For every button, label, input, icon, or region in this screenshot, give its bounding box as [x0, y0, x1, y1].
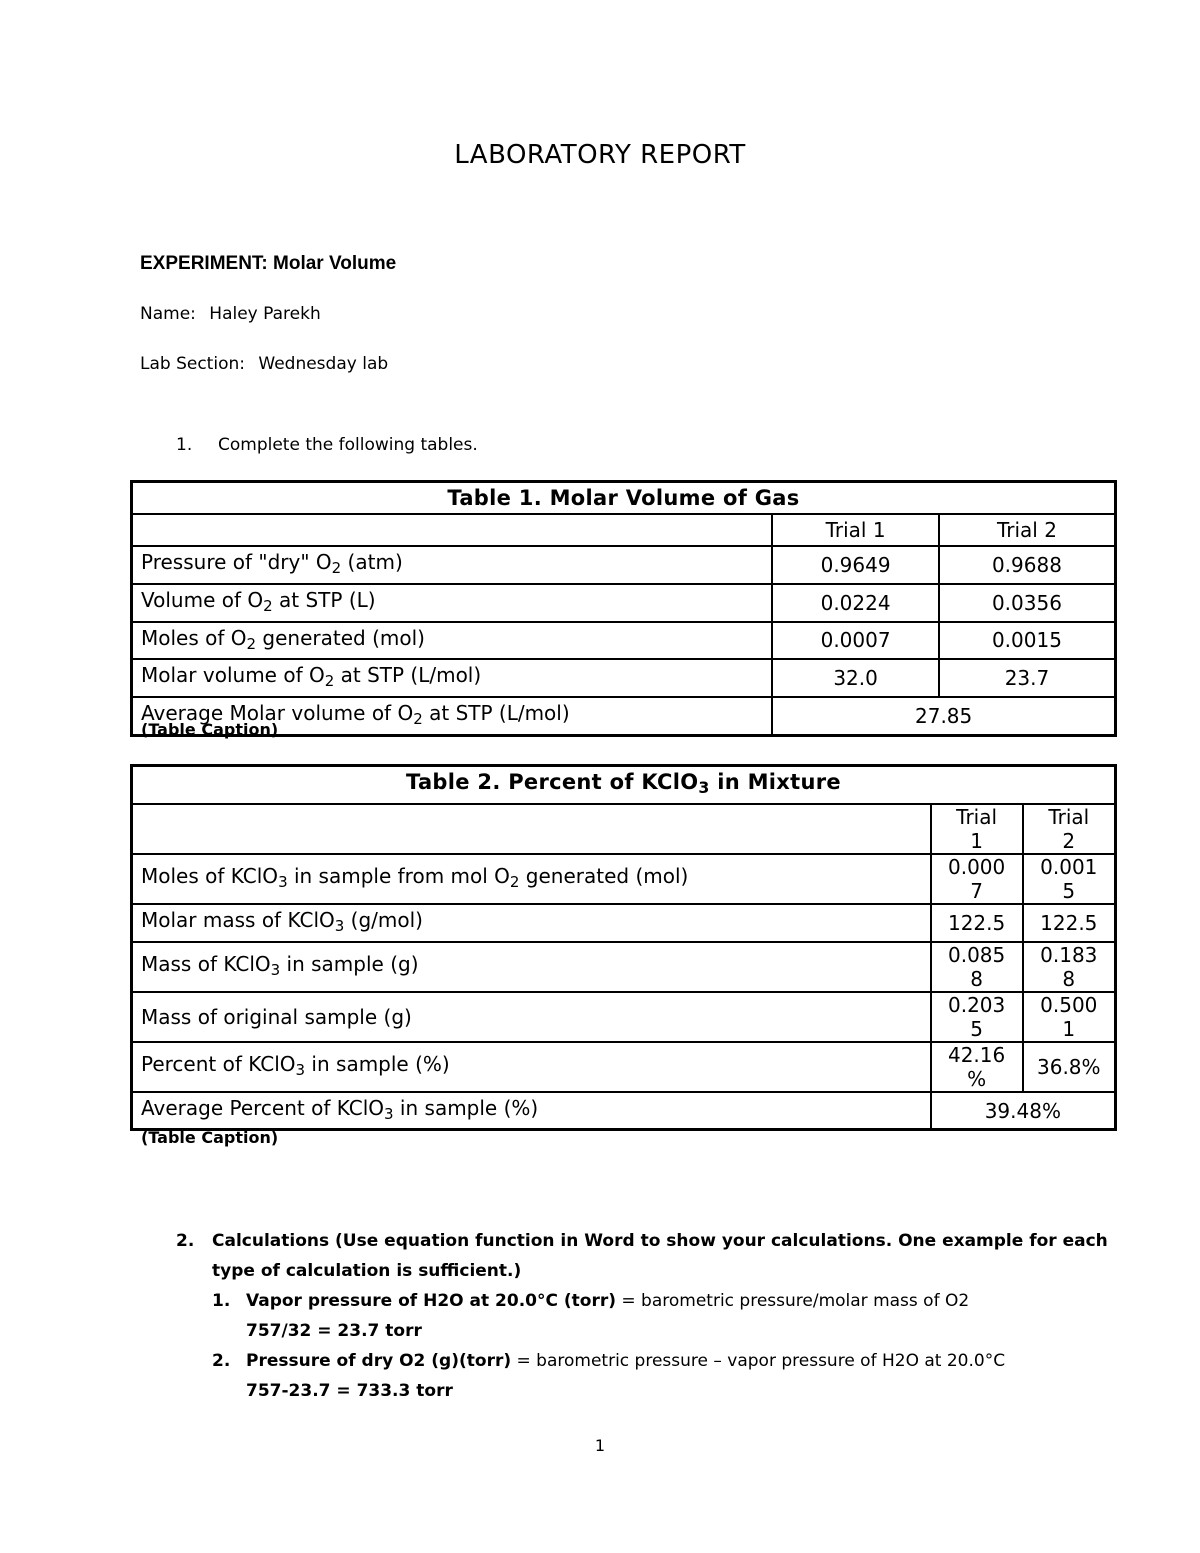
table-cell-label: Mass of original sample (g) [132, 992, 931, 1042]
table-row [132, 1042, 1116, 1092]
table-molar-volume [130, 480, 1117, 737]
table-row [132, 482, 1116, 515]
table-cell: 0.0356 [939, 584, 1116, 622]
question-1 [176, 435, 478, 455]
table-row [132, 584, 1116, 622]
table-row [132, 622, 1116, 660]
table-cell: 32.0 [772, 659, 939, 697]
table-cell: 0.500 1 [1023, 992, 1116, 1042]
table-cell-label: Average Percent of KClO$_3$ in sample (%) [132, 1092, 931, 1130]
table-cell: 0.000 7 [931, 854, 1023, 904]
calculation-1 [212, 1286, 969, 1346]
table-2-caption-note: (Table Caption) [141, 1128, 279, 1147]
table-2-header-trial-1: Trial 1 [931, 804, 1023, 854]
table-cell-label: Mass of KClO$_3$ in sample (g) [132, 942, 931, 992]
table-percent-kclo3 [130, 764, 1117, 1131]
calculation-2 [212, 1346, 1005, 1406]
question-1-text: Complete the following tables. [218, 435, 478, 455]
table-1-average-value: 27.85 [772, 697, 1115, 735]
question-2 [176, 1226, 1108, 1286]
table-cell-label: Molar volume of $O_2$ at STP (L/mol) [132, 659, 773, 697]
table-cell: 42.16 % [931, 1042, 1023, 1092]
table-cell: 0.0224 [772, 584, 939, 622]
table-2-average-value: 39.48% [931, 1092, 1116, 1130]
table-cell: 0.0015 [939, 622, 1116, 660]
calculation-1-result: 757/32 = 23.7 torr [246, 1321, 422, 1341]
table-row [132, 904, 1116, 942]
table-cell: 0.183 8 [1023, 942, 1116, 992]
name-line [140, 304, 321, 324]
table-2-header-trial-2: Trial 2 [1023, 804, 1116, 854]
calculation-1-number: 1. [212, 1291, 231, 1311]
table-1-header-trial-2: Trial 2 [939, 514, 1116, 546]
page-title: LABORATORY REPORT [454, 140, 746, 170]
table-cell-label: Moles of $O_2$ generated (mol) [132, 622, 773, 660]
calculation-2-number: 2. [212, 1351, 231, 1371]
section-label: Lab Section: [140, 354, 245, 374]
table-cell-label: Molar mass of KClO$_3$ (g/mol) [132, 904, 931, 942]
calculation-1-formula: = barometric pressure/molar mass of O2 [616, 1291, 970, 1311]
section-value: Wednesday lab [258, 354, 389, 374]
table-row [132, 854, 1116, 904]
table-cell-label: Volume of $O_2$ at STP (L) [132, 584, 773, 622]
table-cell: 0.9649 [772, 546, 939, 584]
experiment-title: EXPERIMENT: Molar Volume [140, 253, 397, 274]
table-cell-label: Pressure of "dry" $O_2$ (atm) [132, 546, 773, 584]
table-row [132, 546, 1116, 584]
calculation-2-result: 757-23.7 = 733.3 torr [246, 1381, 453, 1401]
table-cell: 23.7 [939, 659, 1116, 697]
table-cell: 0.9688 [939, 546, 1116, 584]
table-cell: 0.085 8 [931, 942, 1023, 992]
table-cell-label: Percent of KClO$_3$ in sample (%) [132, 1042, 931, 1092]
table-cell: 0.203 5 [931, 992, 1023, 1042]
table-row [132, 1092, 1116, 1130]
table-1-header-trial-1: Trial 1 [772, 514, 939, 546]
table-row [132, 697, 1116, 735]
table-row [132, 659, 1116, 697]
question-2-line-2: type of calculation is sufficient.) [212, 1261, 522, 1281]
calculation-2-title: Pressure of dry O2 (g)(torr) [246, 1351, 512, 1371]
page-number: 1 [594, 1436, 606, 1455]
table-1-caption-note: (Table Caption) [141, 720, 279, 739]
table-row [132, 804, 1116, 854]
calculation-2-formula: = barometric pressure – vapor pressure of H2O at 20.0°C [511, 1351, 1006, 1371]
question-2-line-1: Calculations (Use equation function in Word to show your calculations. One example for each [212, 1231, 1108, 1251]
table-1-caption: Table 1. Molar Volume of Gas [132, 482, 1116, 515]
table-row [132, 992, 1116, 1042]
table-row [132, 942, 1116, 992]
section-line [140, 354, 388, 374]
question-1-number: 1. [176, 435, 193, 455]
table-cell-label: Average Molar volume of $O_2$ at STP (L/mol) [132, 697, 773, 735]
table-row [132, 766, 1116, 804]
question-2-number: 2. [176, 1231, 195, 1251]
table-cell: 0.001 5 [1023, 854, 1116, 904]
table-cell-label: Moles of KClO$_3$ in sample from mol $O_2$ generated (mol) [132, 854, 931, 904]
table-cell: 122.5 [931, 904, 1023, 942]
table-2-caption: Table 2. Percent of KClO$_3$ in Mixture [132, 766, 1116, 804]
calculation-1-title: Vapor pressure of H2O at 20.0°C (torr) [246, 1291, 616, 1311]
table-cell: 0.0007 [772, 622, 939, 660]
name-value: Haley Parekh [209, 304, 321, 324]
table-cell: 122.5 [1023, 904, 1116, 942]
table-cell: 36.8% [1023, 1042, 1116, 1092]
name-label: Name: [140, 304, 196, 324]
table-row [132, 514, 1116, 546]
table-cell [132, 514, 773, 546]
table-cell [132, 804, 931, 854]
